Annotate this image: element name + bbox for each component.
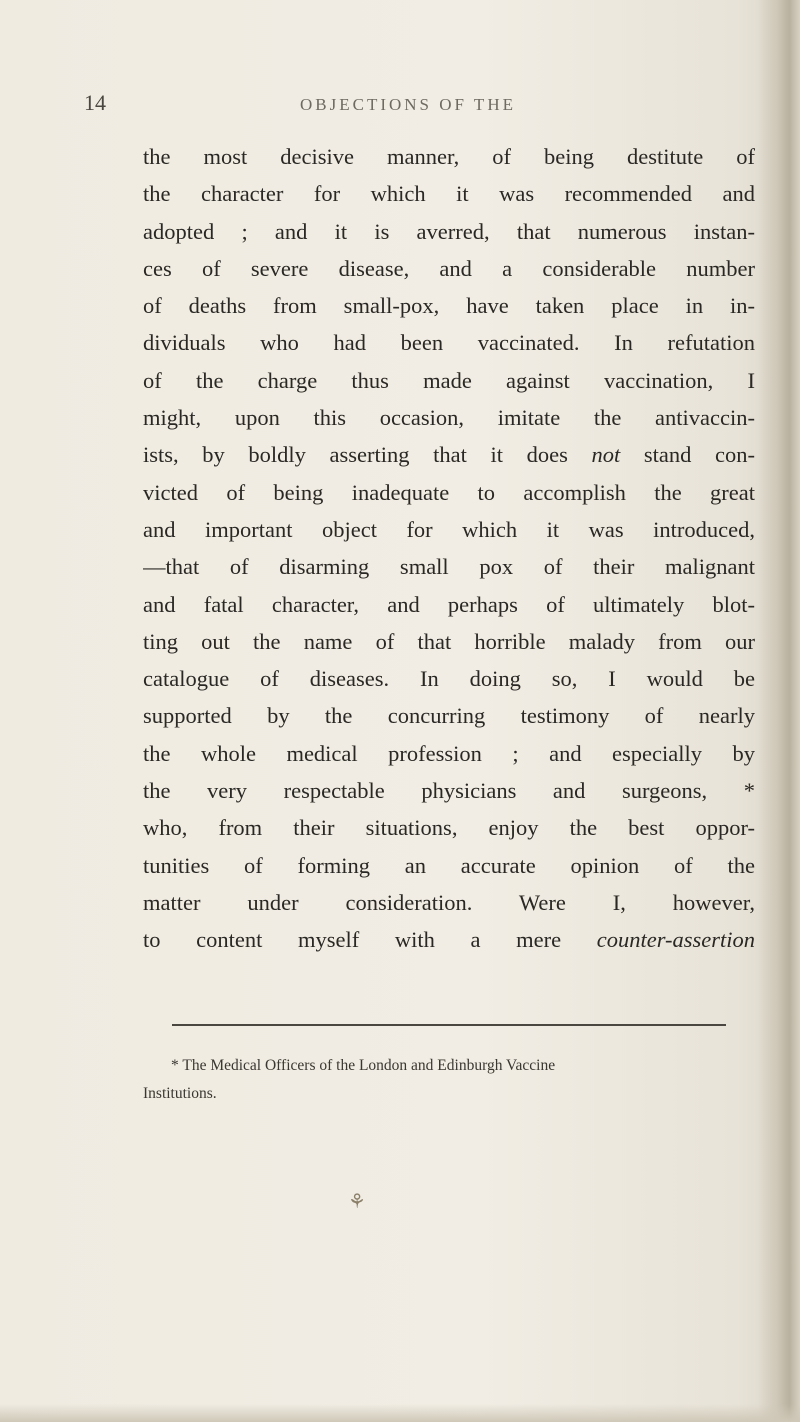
text-line: the very respectable physicians and surgeons, * xyxy=(143,778,755,804)
text-line: supported by the concurring testimony of nearly xyxy=(143,703,755,729)
text-line: the character for which it was recommended and xyxy=(143,181,755,207)
page-number: 14 xyxy=(84,90,106,115)
text-line: ting out the name of that horrible malady from our xyxy=(143,628,755,654)
text-line: to content myself with a mere counter-assertion xyxy=(143,927,755,953)
text-line: adopted ; and it is averred, that numerous instan- xyxy=(143,218,755,244)
text-line: and important object for which it was introduced, xyxy=(143,516,755,542)
italic-phrase: counter-assertion xyxy=(596,927,755,953)
text-line: who, from their situations, enjoy the best oppor- xyxy=(143,815,755,841)
text-line: dividuals who had been vaccinated. In refutation xyxy=(143,330,755,356)
text-line: might, upon this occasion, imitate the antivaccin- xyxy=(143,405,755,431)
page-bottom-shadow xyxy=(0,1404,800,1422)
footnote-line: Institutions. xyxy=(143,1085,217,1102)
text-line: the whole medical profession ; and especially by xyxy=(143,740,755,766)
footnote-line: * The Medical Officers of the London and Edinburgh Vaccine xyxy=(171,1057,556,1074)
text-line: ists, by boldly asserting that it does not stand con- xyxy=(143,442,755,468)
text-line: the most decisive manner, of being destitute of xyxy=(143,144,755,169)
printer-mark: ⚘ xyxy=(348,1191,366,1213)
footnote xyxy=(143,1052,755,1108)
footnote-rule xyxy=(172,1024,726,1026)
text-line: of the charge thus made against vaccination, I xyxy=(143,367,755,393)
body-text xyxy=(143,138,755,959)
running-title: OBJECTIONS OF THE xyxy=(300,95,516,114)
italic-word: not xyxy=(591,442,621,468)
text-line: of deaths from small-pox, have taken place in in- xyxy=(143,293,755,319)
text-line: tunities of forming an accurate opinion of the xyxy=(143,852,755,878)
page-edge-shadow xyxy=(758,0,800,1422)
running-head xyxy=(0,88,800,128)
text-line: —that of disarming small pox of their malignant xyxy=(143,554,755,580)
text-line: victed of being inadequate to accomplish the great xyxy=(143,479,755,505)
text-line: catalogue of diseases. In doing so, I would be xyxy=(143,666,755,692)
text-line: and fatal character, and perhaps of ultimately blot- xyxy=(143,591,755,617)
text-line: matter under consideration. Were I, however, xyxy=(143,889,755,915)
text-line: ces of severe disease, and a considerable number xyxy=(143,255,755,281)
